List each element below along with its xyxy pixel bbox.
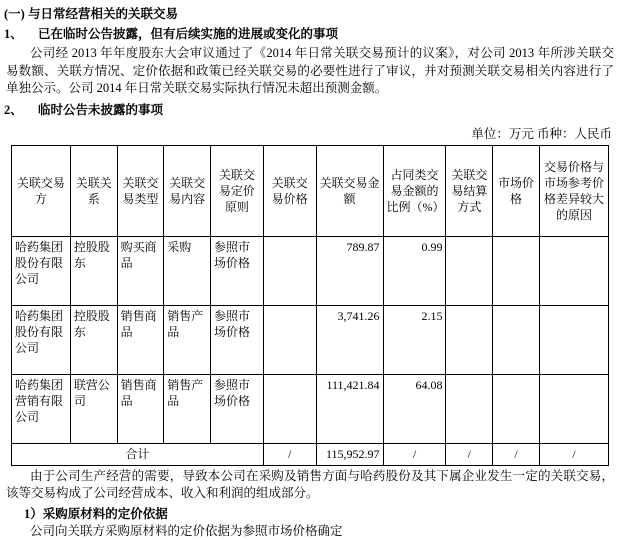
cell-price: [263, 305, 316, 374]
item2-index: 2、: [4, 102, 23, 117]
col-header-pricing: 关联交易定价原则: [210, 145, 263, 236]
col-header-market-price: 市场价格: [493, 145, 540, 236]
cell-content: 销售产品: [164, 305, 211, 374]
cell-content: 销售产品: [164, 374, 211, 443]
col-header-amount: 关联交易金额: [316, 145, 383, 236]
cell-amount: 789.87: [316, 236, 383, 305]
document-page: [0, 6, 620, 538]
item2-title: 临时公告未披露的事项: [38, 102, 164, 117]
table-row: [12, 236, 609, 305]
cell-ratio: 0.99: [383, 236, 446, 305]
cell-amount: 111,421.84: [316, 374, 383, 443]
cell-party: 哈药集团股份有限公司: [12, 236, 71, 305]
cell-settlement: [446, 236, 493, 305]
item1-title: 已在临时公告披露，但有后续实施的进展或变化的事项: [38, 27, 339, 41]
table-total-row: [12, 443, 609, 465]
cell-relation: 联营公司: [70, 374, 117, 443]
cell-settlement: [446, 305, 493, 374]
item2-heading: [4, 102, 620, 119]
total-ratio: /: [383, 443, 446, 465]
cell-reason: [539, 305, 608, 374]
col-header-ratio: 占同类交易金额的比例（%）: [383, 145, 446, 236]
total-settlement: /: [446, 443, 493, 465]
col-header-content: 关联交易内容: [164, 145, 211, 236]
table-header-row: [12, 145, 609, 236]
cell-content: 采购: [164, 236, 211, 305]
total-label: 合计: [12, 443, 264, 465]
col-header-price: 关联交易价格: [263, 145, 316, 236]
item1-index: 1、: [4, 27, 23, 41]
cell-market-price: [493, 305, 540, 374]
cell-type: 销售商品: [117, 305, 164, 374]
cell-party: 哈药集团股份有限公司: [12, 305, 71, 374]
cell-ratio: 64.08: [383, 374, 446, 443]
sub-heading-pricing-basis: 1）采购原材料的定价依据: [24, 506, 168, 521]
cell-price: [263, 236, 316, 305]
col-header-relation: 关联关系: [70, 145, 117, 236]
item1-paragraph: 公司经 2013 年年度股东大会审议通过了《2014 年日常关联交易预计的议案》，对公司 2013 年所涉关联交易数额、关联方情况、定价依据和政策已经关联交易的必要性进行了审议，并对预测关联交易相关内容进行了单独公示。公司 2014 年日常关联交易实际执行情况未超出预测金额。: [6, 46, 614, 95]
cell-type: 购买商品: [117, 236, 164, 305]
section-title: (一) 与日常经营相关的关联交易: [4, 7, 178, 21]
unit-line: 单位：万元 币种：人民币: [471, 126, 612, 141]
col-header-type: 关联交易类型: [117, 145, 164, 236]
total-market-price: /: [493, 443, 540, 465]
col-header-party: 关联交易方: [12, 145, 71, 236]
cell-pricing: 参照市场价格: [210, 305, 263, 374]
cell-relation: 控股股东: [70, 236, 117, 305]
total-price: /: [263, 443, 316, 465]
cell-pricing: 参照市场价格: [210, 374, 263, 443]
total-reason: /: [539, 443, 608, 465]
cell-ratio: 2.15: [383, 305, 446, 374]
cut-off-paragraph: 公司向关联方采购原材料的定价依据为参照市场价格确定: [30, 523, 343, 538]
cell-amount: 3,741.26: [316, 305, 383, 374]
related-party-transactions-table: [11, 145, 609, 466]
cell-relation: 控股股东: [70, 305, 117, 374]
total-amount: 115,952.97: [316, 443, 383, 465]
col-header-reason: 交易价格与市场参考价格差异较大的原因: [539, 145, 608, 236]
tail-paragraph: 由于公司生产经营的需要，导致本公司在采购及销售方面与哈药股份及其下属企业发生一定的关联交易，该等交易构成了公司经营成本、收入和利润的组成部分。: [6, 468, 614, 500]
cell-market-price: [493, 374, 540, 443]
cell-party: 哈药集团营销有限公司: [12, 374, 71, 443]
cell-pricing: 参照市场价格: [210, 236, 263, 305]
table-row: [12, 305, 609, 374]
cell-reason: [539, 374, 608, 443]
table-row: [12, 374, 609, 443]
cell-type: 销售商品: [117, 374, 164, 443]
item1-heading: [4, 26, 620, 43]
cell-market-price: [493, 236, 540, 305]
cell-reason: [539, 236, 608, 305]
cell-settlement: [446, 374, 493, 443]
cell-price: [263, 374, 316, 443]
col-header-settlement: 关联交易结算方式: [446, 145, 493, 236]
